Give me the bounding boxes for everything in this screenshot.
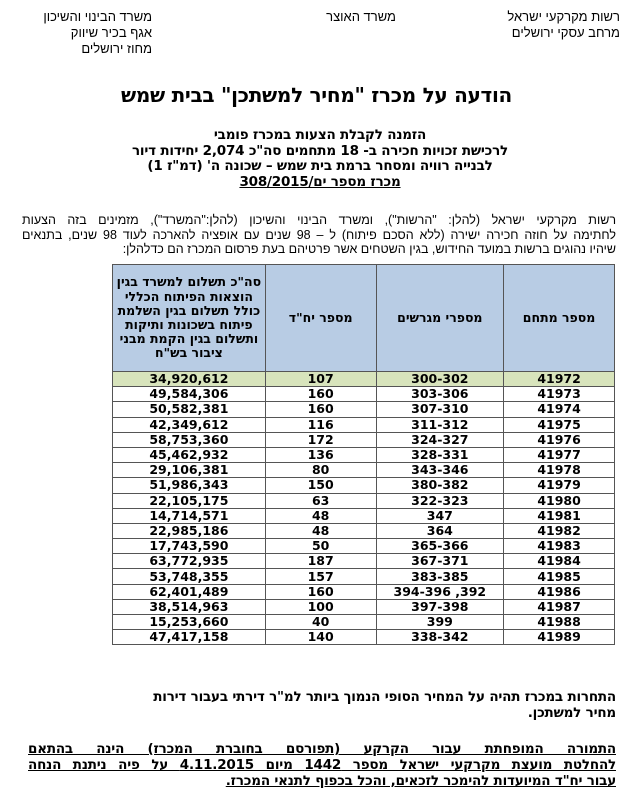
cell-units: 187 xyxy=(265,554,376,569)
cell-payment: 45,462,932 xyxy=(113,447,266,462)
cell-units: 116 xyxy=(265,417,376,432)
header-treasury xyxy=(276,9,396,25)
cell-compound: 41976 xyxy=(504,432,615,447)
cell-units: 172 xyxy=(265,432,376,447)
cell-payment: 63,772,935 xyxy=(113,554,266,569)
paragraph-line: התחרות במכרז תהיה על המחיר הסופי הנמוך ביותר למ"ר דירתי בעבור דירות xyxy=(153,689,616,705)
cell-payment: 22,105,175 xyxy=(113,493,266,508)
cell-payment: 42,349,612 xyxy=(113,417,266,432)
cell-units: 160 xyxy=(265,387,376,402)
cell-plots: 343-346 xyxy=(376,463,504,478)
table-row xyxy=(113,402,615,417)
page-title: הודעה על מכרז "מחיר למשתכן" בבית שמש xyxy=(121,83,512,107)
cell-payment: 38,514,963 xyxy=(113,599,266,614)
cell-units: 100 xyxy=(265,599,376,614)
cell-compound: 41974 xyxy=(504,402,615,417)
header-authority xyxy=(507,9,620,41)
table-row xyxy=(113,569,615,584)
table-row xyxy=(113,523,615,538)
cell-payment: 50,582,381 xyxy=(113,402,266,417)
cell-compound: 41973 xyxy=(504,387,615,402)
cell-plots: 324-327 xyxy=(376,432,504,447)
table-row xyxy=(113,630,615,645)
tender-subtitle xyxy=(30,128,610,190)
cell-payment: 53,748,355 xyxy=(113,569,266,584)
table-row xyxy=(113,463,615,478)
header-ministry xyxy=(40,9,152,57)
paragraph-line: התמורה המופחתת עבור הקרקע (תפורסם בחוברת המכרז) הינה בהתאם xyxy=(28,741,616,757)
cell-compound: 41977 xyxy=(504,447,615,462)
cell-plots: 364 xyxy=(376,523,504,538)
cell-compound: 41979 xyxy=(504,478,615,493)
cell-plots: 367-371 xyxy=(376,554,504,569)
table-row xyxy=(113,615,615,630)
cell-compound: 41986 xyxy=(504,584,615,599)
cell-compound: 41972 xyxy=(504,372,615,387)
cell-units: 157 xyxy=(265,569,376,584)
cell-plots: 303-306 xyxy=(376,387,504,402)
cell-plots: 347 xyxy=(376,508,504,523)
header-ministry-line: אגף בכיר שיווק xyxy=(70,25,152,40)
table-body xyxy=(113,372,615,645)
table-row xyxy=(113,447,615,462)
table-row xyxy=(113,599,615,614)
cell-compound: 41980 xyxy=(504,493,615,508)
cell-plots: 397-398 xyxy=(376,599,504,614)
table-row xyxy=(113,432,615,447)
cell-units: 63 xyxy=(265,493,376,508)
cell-payment: 14,714,571 xyxy=(113,508,266,523)
cell-plots: 328-331 xyxy=(376,447,504,462)
paragraph-line: מחיר למשתכן. xyxy=(527,705,616,721)
paragraph-line: עבור יח"ד המיועדות להימכר לזכאים, והכל בכפוף לתנאי המכרז. xyxy=(225,773,616,789)
col-header-payment: סה"כ תשלום למשרד בגין הוצאות הפיתוח הכללי כולל תשלום בגין השלמת פיתוח בשכונות ותיקות ותשלום בגין הקמת מבני ציבור בש"ח xyxy=(113,265,266,372)
cell-plots: 392, 394-396 xyxy=(376,584,504,599)
cell-payment: 17,743,590 xyxy=(113,539,266,554)
cell-units: 160 xyxy=(265,584,376,599)
col-header-compound: מספר מתחם xyxy=(504,265,615,372)
cell-compound: 41978 xyxy=(504,463,615,478)
paragraph-line: להחלטת מועצת מקרקעי ישראל מספר 1442 מיום 4.11.2015 על פיה ניתנת הנחה xyxy=(28,757,616,773)
header-authority-line: מרחב עסקי ירושלים xyxy=(511,25,620,40)
table-row xyxy=(113,417,615,432)
cell-plots: 300-302 xyxy=(376,372,504,387)
cell-plots: 399 xyxy=(376,615,504,630)
cell-units: 150 xyxy=(265,478,376,493)
cell-payment: 34,920,612 xyxy=(113,372,266,387)
table-row xyxy=(113,387,615,402)
cell-compound: 41981 xyxy=(504,508,615,523)
cell-compound: 41975 xyxy=(504,417,615,432)
cell-plots: 365-366 xyxy=(376,539,504,554)
header-treasury-line: משרד האוצר xyxy=(326,9,396,24)
table-row xyxy=(113,478,615,493)
cell-compound: 41985 xyxy=(504,569,615,584)
subtitle-line: הזמנה לקבלת הצעות במכרז פומבי xyxy=(213,127,427,143)
compounds-table xyxy=(112,264,615,645)
cell-compound: 41988 xyxy=(504,615,615,630)
cell-payment: 22,985,186 xyxy=(113,523,266,538)
cell-units: 140 xyxy=(265,630,376,645)
cell-payment: 62,401,489 xyxy=(113,584,266,599)
table-row xyxy=(113,493,615,508)
cell-plots: 322-323 xyxy=(376,493,504,508)
cell-units: 48 xyxy=(265,523,376,538)
cell-compound: 41989 xyxy=(504,630,615,645)
col-header-plots: מספרי מגרשים xyxy=(376,265,504,372)
cell-compound: 41984 xyxy=(504,554,615,569)
cell-plots: 307-310 xyxy=(376,402,504,417)
cell-units: 107 xyxy=(265,372,376,387)
subtitle-line: לבנייה רוויה ומסחר ברמת בית שמש – שכונה ה' (דמ"ז 1) xyxy=(147,158,493,174)
cell-compound: 41982 xyxy=(504,523,615,538)
cell-units: 50 xyxy=(265,539,376,554)
cell-payment: 47,417,158 xyxy=(113,630,266,645)
cell-payment: 49,584,306 xyxy=(113,387,266,402)
cell-units: 160 xyxy=(265,402,376,417)
header-ministry-line: מחוז ירושלים xyxy=(81,41,152,56)
table-row xyxy=(113,554,615,569)
cell-plots: 383-385 xyxy=(376,569,504,584)
table-row xyxy=(113,584,615,599)
cell-units: 40 xyxy=(265,615,376,630)
cell-units: 48 xyxy=(265,508,376,523)
header-ministry-line: משרד הבינוי והשיכון xyxy=(43,9,152,24)
intro-paragraph xyxy=(22,213,616,257)
table-header-row xyxy=(113,265,615,372)
reduced-price-paragraph xyxy=(28,741,616,789)
intro-line: לחתימה על חוזה חכירה ישירה (ללא הסכם פיתוח) ל – 98 שנים עם אופציה להארכה לעוד 98 שנים, בתנאים xyxy=(22,227,616,242)
table-row xyxy=(113,372,615,387)
cell-compound: 41983 xyxy=(504,539,615,554)
subtitle-line: לרכישת זכויות חכירה ב- 18 מתחמים סה"כ 2,074 יחידות דיור xyxy=(131,142,509,159)
cell-payment: 58,753,360 xyxy=(113,432,266,447)
intro-line: רשות מקרקעי ישראל (להלן: "הרשות"), ומשרד הבינוי והשיכון (להלן:"המשרד"), מזמינים בזה הצעות xyxy=(22,213,616,227)
cell-plots: 380-382 xyxy=(376,478,504,493)
cell-plots: 338-342 xyxy=(376,630,504,645)
cell-payment: 51,986,343 xyxy=(113,478,266,493)
table-row xyxy=(113,508,615,523)
cell-units: 80 xyxy=(265,463,376,478)
tender-number: מכרז מספר ים/308/2015 xyxy=(239,173,401,190)
cell-plots: 311-312 xyxy=(376,417,504,432)
cell-payment: 29,106,381 xyxy=(113,463,266,478)
header-authority-line: רשות מקרקעי ישראל xyxy=(507,9,620,24)
cell-payment: 15,253,660 xyxy=(113,615,266,630)
cell-units: 136 xyxy=(265,447,376,462)
table-row xyxy=(113,539,615,554)
competition-paragraph xyxy=(30,689,616,721)
intro-line: שיהיו נהוגים ברשות במועד החידוש, בגין השטחים אשר פרטיהם בעת פרסום המכרז הם כדלהלן: xyxy=(122,242,616,256)
col-header-units: מספר יח"ד xyxy=(265,265,376,372)
cell-compound: 41987 xyxy=(504,599,615,614)
